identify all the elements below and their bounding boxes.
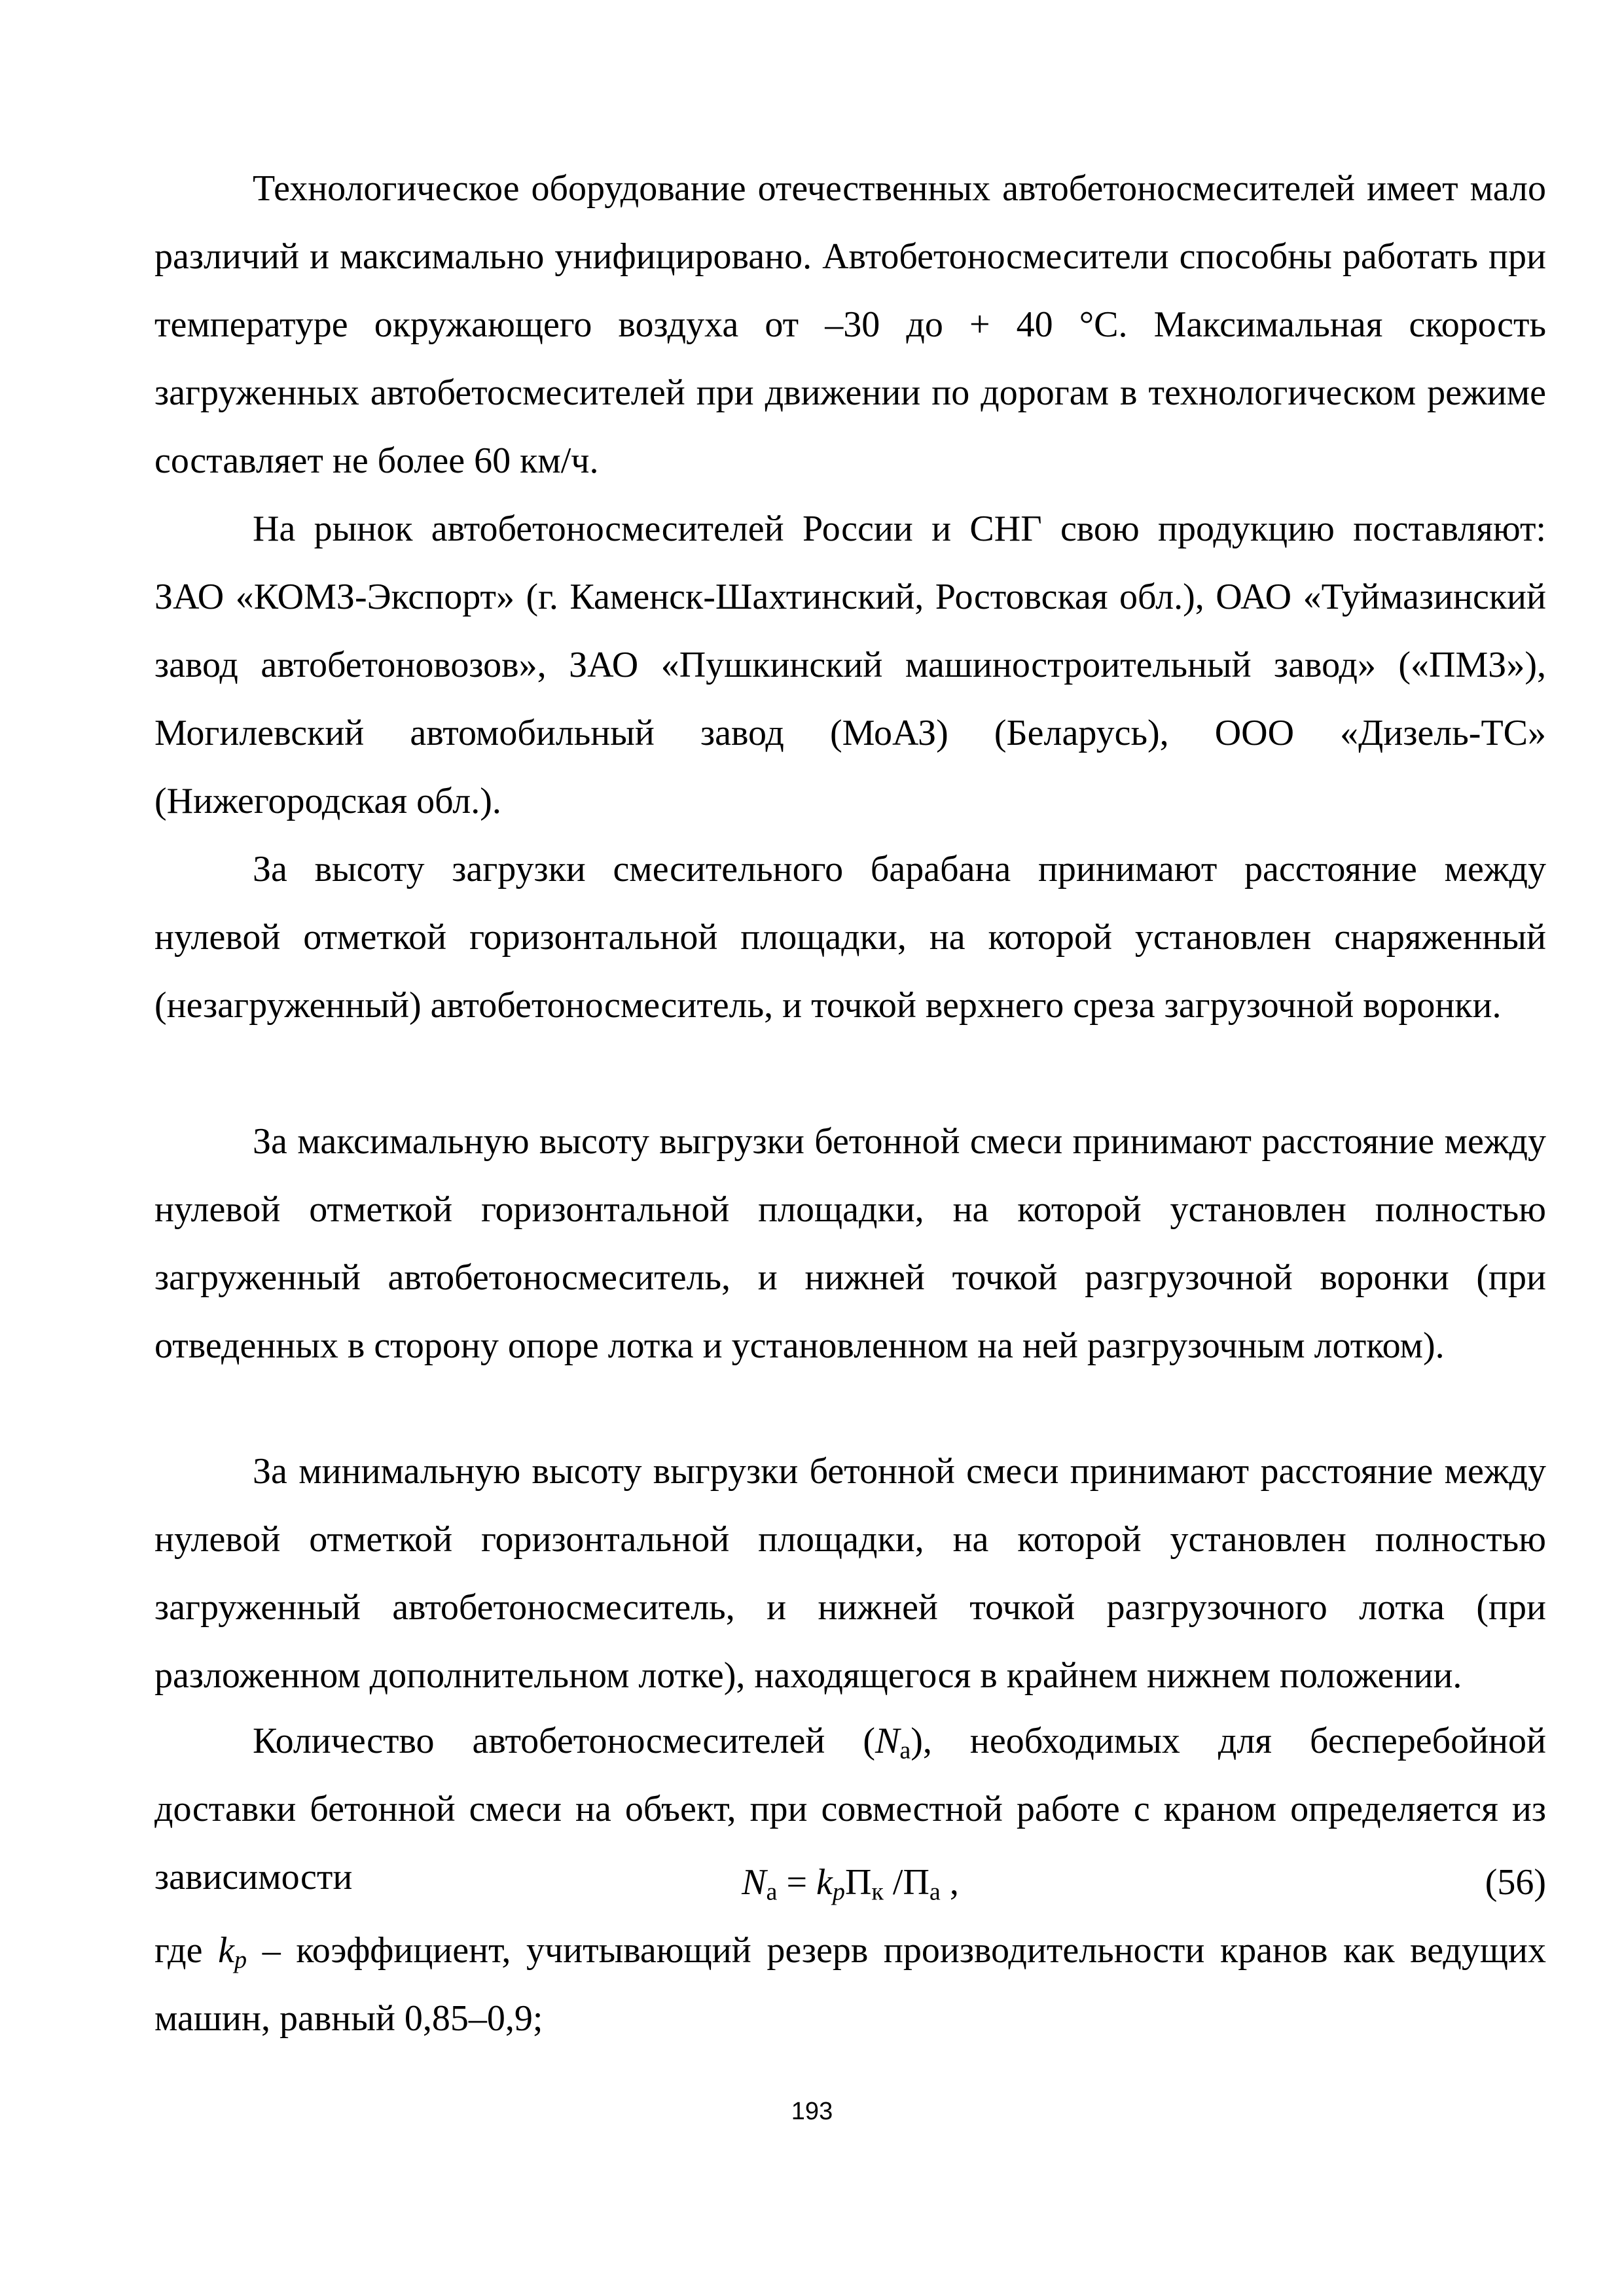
where-symbol-k: k — [218, 1930, 235, 1971]
page-number: 193 — [791, 2098, 833, 2125]
where-text: – коэффициент, учитывающий резерв производительности кранов как ведущих машин, равный 0,85–0,9; — [154, 1930, 1546, 2039]
formula-p1-subscript: к — [871, 1878, 884, 1906]
paragraph-manufacturers: На рынок автобетоносмесителей России и СНГ свою продукцию поставляют: ЗАО «КОМЗ-Экспорт» (г. Каменск-Шахтинский, Ростовская обл.), ОАО «Туймазинский завод автобетоновозов», ЗАО «Пушкинский машиностроительный завод» («ПМЗ»), Могилевский автомобильный завод (МоАЗ) (Беларусь), ООО «Дизель-ТС» (Нижегородская обл.). — [154, 509, 1546, 821]
formula-number: (56) — [1485, 1862, 1546, 1903]
paragraph-max-unloading-height: За максимальную высоту выгрузки бетонной смеси принимают расстояние между нулевой отметкой горизонтальной площадки, на которой установлен полностью загруженный автобетоносмеситель, и нижней точкой разгрузочной воронки (при отведенных в сторону опоре лотка и установленном на ней разгрузочным лотком). — [154, 1121, 1546, 1366]
where-prefix: где — [154, 1930, 219, 1971]
paragraph-equipment: Технологическое оборудование отечественных автобетоносмесителей имеет мало различий и максимально унифицировано. Автобетоносмесители способны работать при температуре окружающего воздуха от –30 до + 40 °С. Максимальная скорость загруженных автобетосмесителей при движении по дорогам в технологическом режиме составляет не более 60 км/ч. — [154, 168, 1546, 481]
formula-line — [154, 1848, 1546, 1916]
formula-p2-subscript: а — [929, 1878, 941, 1906]
formula-k: k — [816, 1862, 833, 1903]
where-symbol-k-subscript: p — [234, 1946, 247, 1974]
paragraph-min-unloading-height: За минимальную высоту выгрузки бетонной смеси принимают расстояние между нулевой отметкой горизонтальной площадки, на которой установлен полностью загруженный автобетоносмеситель, и нижней точкой разгрузочного лотка (при разложенном дополнительном лотке), находящегося в крайнем нижнем положении. — [154, 1451, 1546, 1696]
formula-lhs: N — [742, 1862, 767, 1903]
formula-lhs-subscript: а — [766, 1878, 778, 1906]
formula-tail: , — [940, 1862, 959, 1903]
formula-slash: / — [883, 1862, 903, 1903]
formula-p1: П — [844, 1862, 872, 1903]
formula-56 — [154, 1848, 1546, 1916]
paragraph-where — [154, 1916, 1546, 2053]
quantity-text-before: Количество автобетоносмесителей ( — [253, 1721, 875, 1761]
symbol-n: N — [875, 1721, 900, 1761]
formula-k-subscript: p — [832, 1878, 845, 1906]
quantity-text-after: ), необходимых для бесперебойной доставки бетонной смеси на объект, при совместной работе с краном определяется из зависимости — [154, 1721, 1546, 1897]
paragraph-loading-height: За высоту загрузки смесительного барабана принимают расстояние между нулевой отметкой горизонтальной площадки, на которой установлен снаряженный (незагруженный) автобетоносмеситель, и точкой верхнего среза загрузочной воронки. — [154, 849, 1546, 1026]
formula-equals: = — [777, 1862, 817, 1903]
symbol-n-subscript: а — [899, 1736, 911, 1765]
formula-p2: П — [903, 1862, 929, 1903]
